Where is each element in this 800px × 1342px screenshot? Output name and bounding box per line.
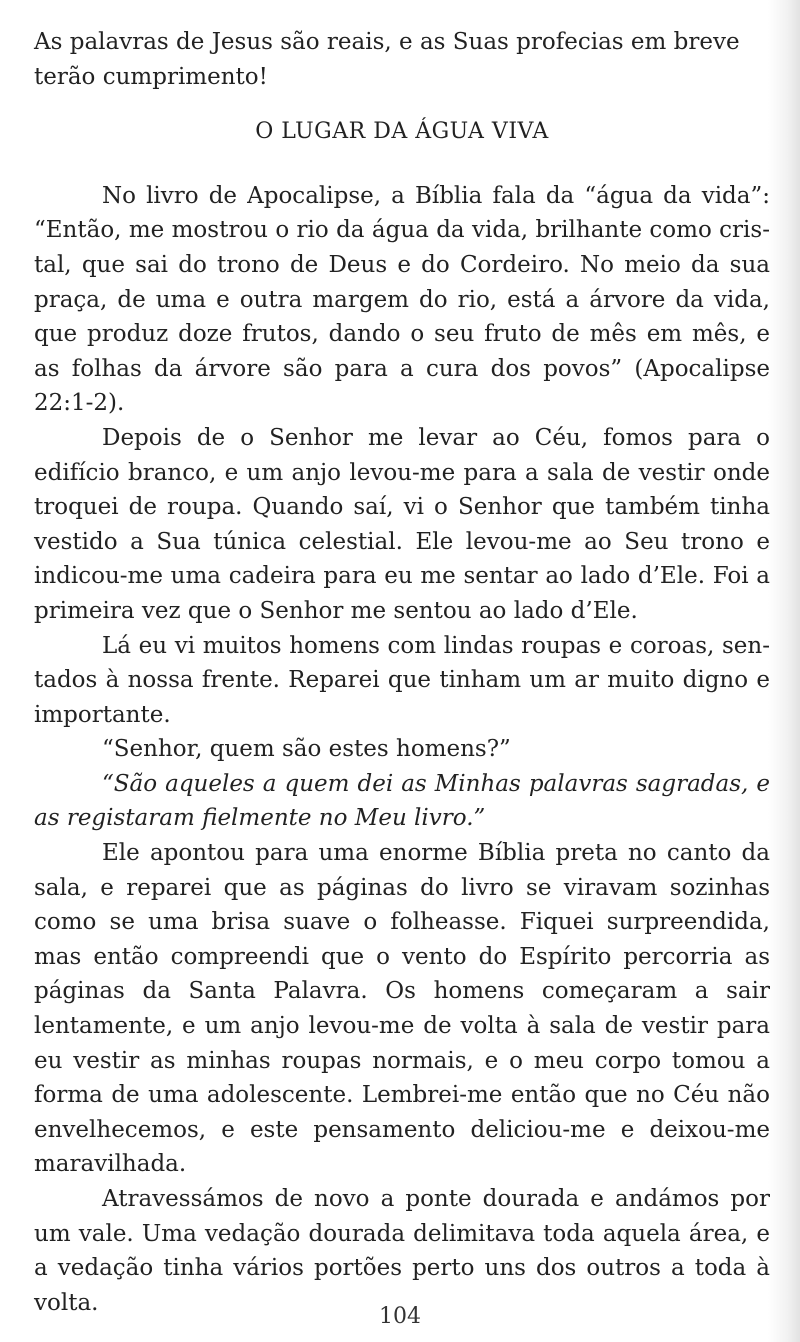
paragraph-white-building: Depois de o Senhor me levar ao Céu, fomos para o edifício branco, e um anjo levou-me para a sala de vestir onde troquei de roupa. Quando saí, vi o Senhor que também tinha vestido a Sua túnica celestial. Ele levou-me ao Seu trono e indicou-me uma cadeira para eu me sentar ao lado d’Ele. Foi a primeira vez que o Senhor me sentou ao lado d’Ele. (34, 424, 770, 624)
opening-paragraph: As palavras de Jesus são reais, e as Suas profecias em breve terão cumprimento! (34, 29, 740, 90)
paragraph-lord-answer: “São aqueles a quem dei as Minhas palavras sagradas, e as registaram fielmente no Meu livro.” (34, 770, 770, 832)
paragraph-apocalypse-quote: No livro de Apocalipse, a Bíblia fala da “água da vida”: “Então, me mostrou o rio da água da vida, brilhante como cristal, que sai do trono de Deus e do Cordeiro. No meio da sua praça, de uma e outra margem do rio, está a árvore da vida, que produz doze frutos, dando o seu fruto de mês em mês, e as folhas da árvore são para a cura dos povos” (Apocalipse 22:1-2). (34, 182, 770, 417)
paragraph-golden-bridge: Atravessámos de novo a ponte dourada e andámos por um vale. Uma vedação dourada delimitava toda aquela área, e a vedação tinha vários portões perto uns dos outros a toda à volta. (34, 1186, 770, 1316)
paragraph-black-bible: Ele apontou para uma enorme Bíblia preta no canto da sala, e reparei que as páginas do livro se viravam sozinhas como se uma brisa suave o folheasse. Fiquei surpreendida, mas então compreendi que o vento do Espírito percorria as páginas da Santa Palavra. Os homens começaram a sair lentamente, e um anjo levou-me de volta à sala de vestir para eu vestir as minhas roupas normais, e o meu corpo tomou a forma de uma adolescente. Lembrei-me então que no Céu não envelhecemos, e este pensamento deliciou-me e deixou-me maravilhada. (34, 840, 770, 1178)
page-body (34, 25, 770, 1320)
section-heading: O LUGAR DA ÁGUA VIVA (255, 119, 549, 145)
page-number: 104 (379, 1304, 421, 1329)
paragraph-men-crowns: Lá eu vi muitos homens com lindas roupas e coroas, sentados à nossa frente. Reparei que tinham um ar muito digno e importante. (34, 632, 770, 728)
paragraph-question: “Senhor, quem são estes homens?” (102, 736, 511, 763)
